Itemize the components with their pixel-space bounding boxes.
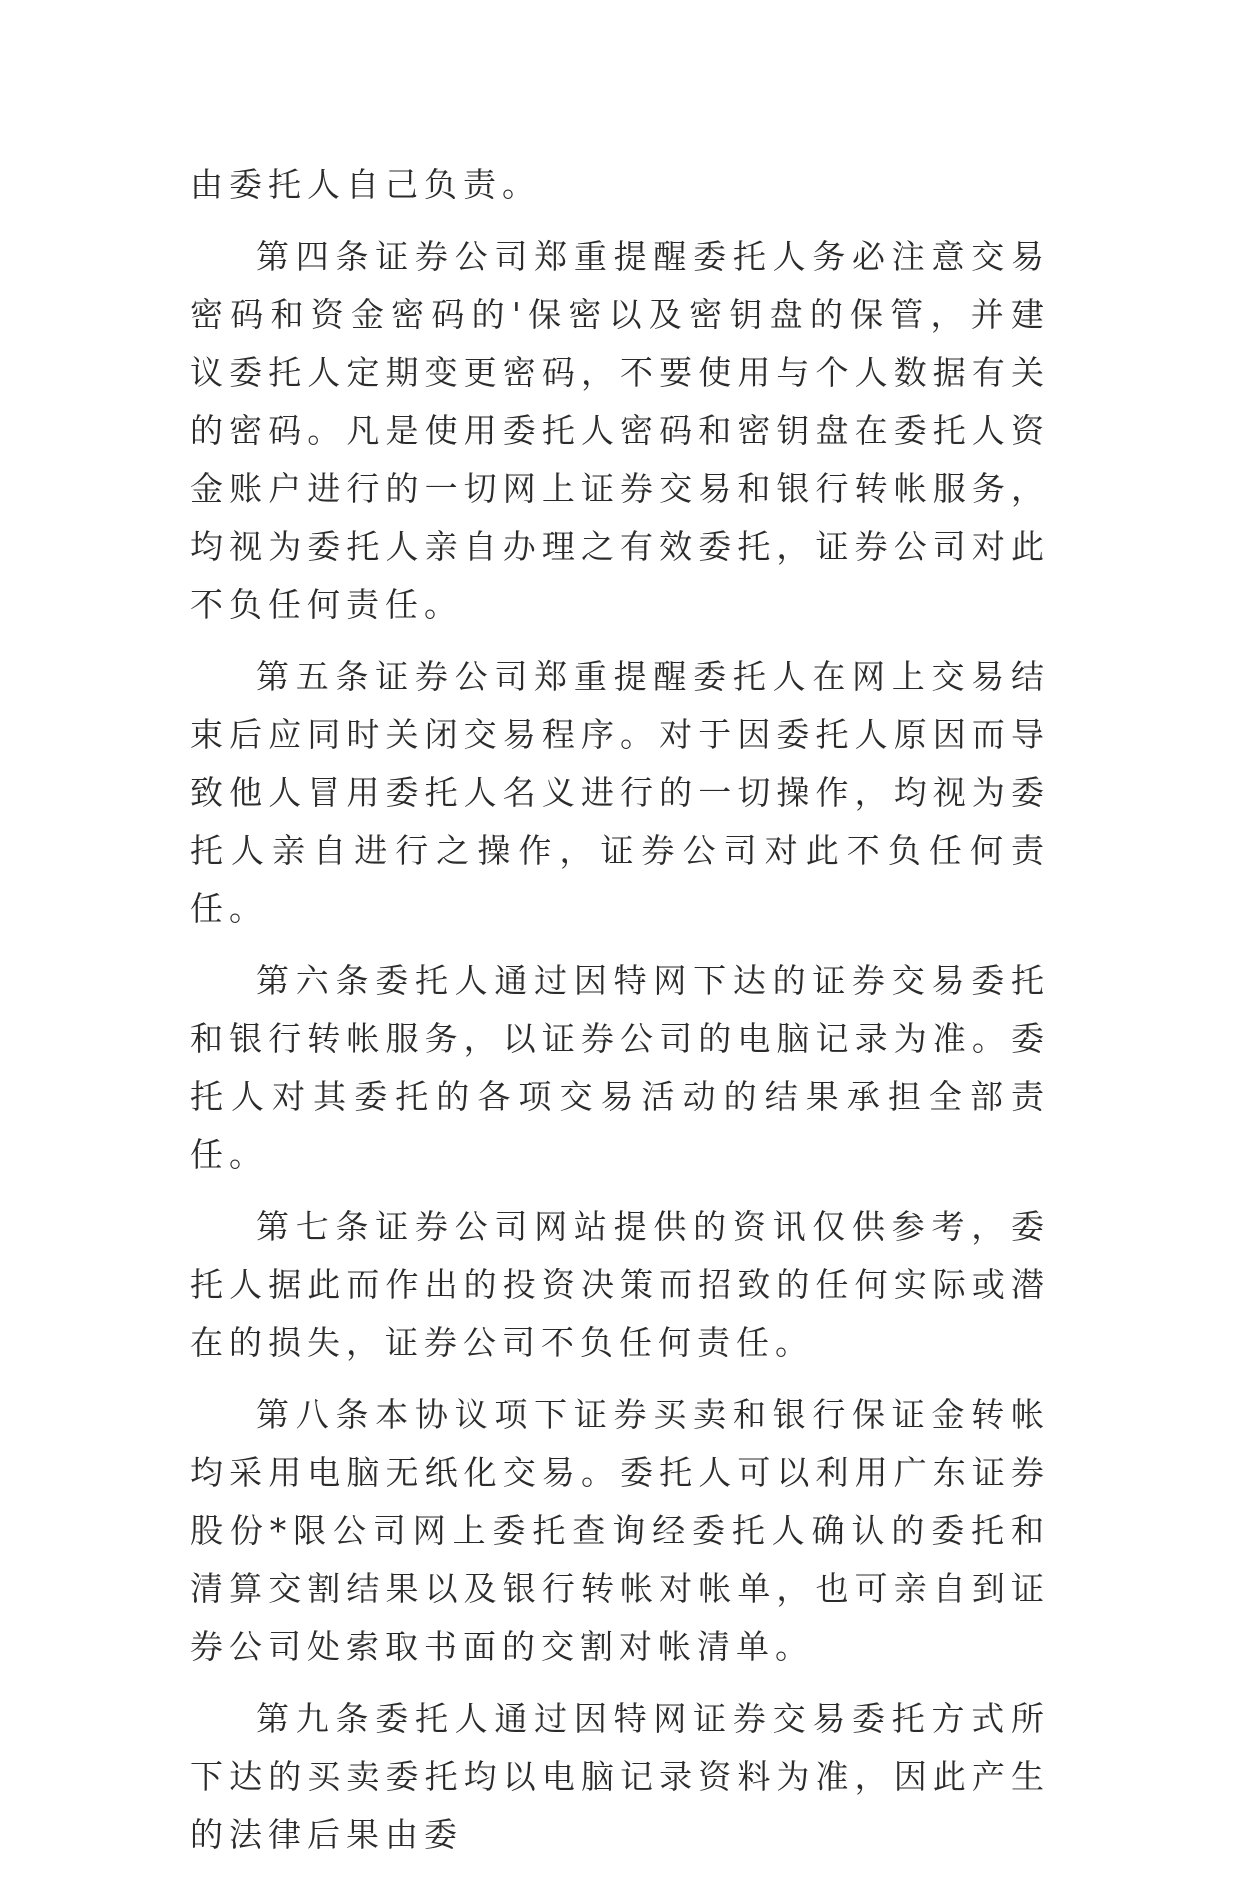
paragraph-article-7: 第七条证券公司网站提供的资讯仅供参考，委托人据此而作出的投资决策而招致的任何实际或潜在的损失，证券公司不负任何责任。	[190, 1207, 1050, 1362]
paragraph-article-6: 第六条委托人通过因特网下达的证券交易委托和银行转帐服务，以证券公司的电脑记录为准。委托人对其委托的各项交易活动的结果承担全部责任。	[190, 961, 1050, 1174]
paragraph-article-5: 第五条证券公司郑重提醒委托人在网上交易结束后应同时关闭交易程序。对于因委托人原因而导致他人冒用委托人名义进行的一切操作，均视为委托人亲自进行之操作，证券公司对此不负任何责任。	[190, 657, 1050, 928]
paragraph-article-4: 第四条证券公司郑重提醒委托人务必注意交易密码和资金密码的'保密以及密钥盘的保管，并建议委托人定期变更密码，不要使用与个人数据有关的密码。凡是使用委托人密码和密钥盘在委托人资金账户进行的一切网上证券交易和银行转帐服务，均视为委托人亲自办理之有效委托，证券公司对此不负任何责任。	[190, 237, 1050, 624]
document-body	[190, 156, 1050, 1878]
paragraph-article-8: 第八条本协议项下证券买卖和银行保证金转帐均采用电脑无纸化交易。委托人可以利用广东证券股份*限公司网上委托查询经委托人确认的委托和清算交割结果以及银行转帐对帐单，也可亲自到证券公司处索取书面的交割对帐清单。	[190, 1395, 1050, 1666]
paragraph-continuation: 由委托人自己负责。	[190, 165, 541, 204]
paragraph-article-9: 第九条委托人通过因特网证券交易委托方式所下达的买卖委托均以电脑记录资料为准，因此产生的法律后果由委	[190, 1699, 1050, 1854]
